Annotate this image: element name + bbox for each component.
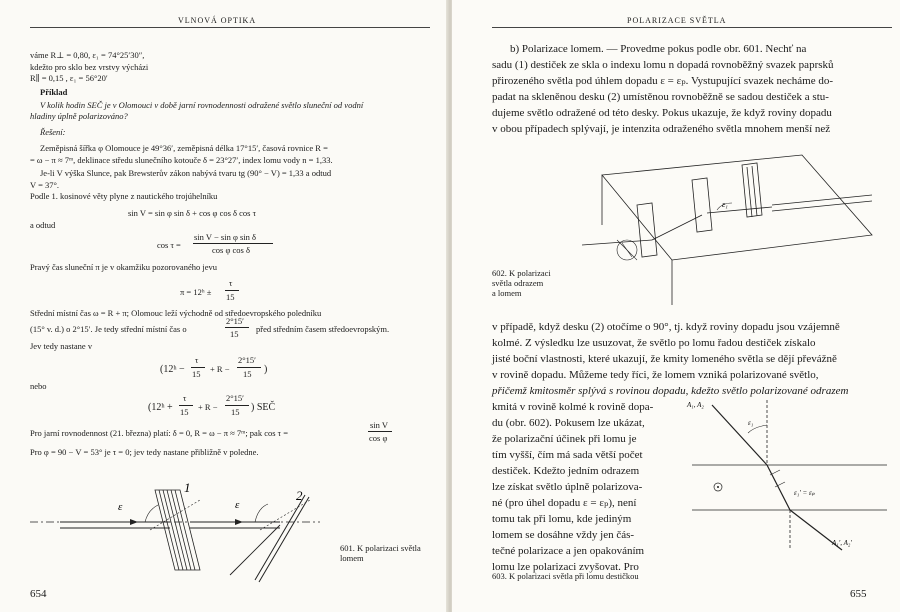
fig-label-a1a2-prime: A₁′, A₂′ — [832, 539, 852, 547]
text-line: přirozeného světla pod úhlem dopadu ε = εₚ. Vystupující svazek necháme do- — [492, 75, 833, 87]
fraction-num: τ — [183, 393, 187, 403]
text-line: v obou případech splývají, je intenzita odraženého světla mnohem menší než — [492, 123, 831, 135]
header-rule — [492, 27, 892, 28]
plate-stack-1 — [155, 490, 200, 570]
equation: ) SEČ — [251, 402, 276, 413]
running-head: VLNOVÁ OPTIKA — [178, 16, 257, 25]
text-line: v rovině dopadu. Můžeme tedy říci, že lomem vzniká polarizované světlo, — [492, 369, 819, 381]
text-line: a odtud — [30, 220, 56, 230]
fig-label-2: 2 — [296, 488, 303, 503]
figure-601 — [30, 470, 330, 585]
text-line: že polarizační účinek při lomu je — [492, 433, 637, 445]
fraction-den: 15 — [243, 369, 252, 379]
fraction-bar — [237, 367, 261, 368]
fraction-den: 15 — [226, 292, 235, 302]
fraction-bar — [225, 290, 239, 291]
page-number: 654 — [30, 588, 47, 600]
text-line: b) Polarizace lomem. — Provedme pokus podle obr. 601. Nechť na — [510, 43, 807, 55]
figure-602 — [542, 145, 882, 315]
text-line: tím vyšší, čím má sada větší počet — [492, 449, 643, 461]
fraction-num: 2°15′ — [226, 316, 245, 326]
refracted-ray — [767, 465, 790, 510]
fraction-bar — [368, 431, 392, 432]
page-number: 655 — [850, 588, 867, 600]
equation: sin V = sin φ sin δ + cos φ cos δ cos τ — [128, 208, 257, 218]
fraction-num: sin V − sin φ sin δ — [194, 232, 257, 242]
fraction-num: 2°15′ — [238, 355, 257, 365]
fraction-den: cos φ cos δ — [212, 245, 250, 255]
equation: + R − — [198, 402, 218, 412]
equation: ) — [264, 364, 268, 375]
ray-in-1 — [772, 195, 872, 205]
equation: + R − — [210, 364, 230, 374]
text-line: padat na skleněnou desku (2) umístěnou rovnoběžně se sadou destiček a stu- — [492, 91, 829, 103]
text-line: kdežto pro sklo bez vrstvy výcházi — [30, 62, 149, 72]
glass-plate — [692, 178, 712, 232]
text-line: lomu lze polarizaci zvyšovat. Pro — [492, 561, 639, 573]
running-head: POLARIZACE SVĚTLA — [627, 16, 727, 25]
text-line: v případě, když desku (2) otočíme o 90°, tj. když roviny dopadu jsou vzájemně — [492, 321, 840, 333]
text-line: Podle 1. kosinové věty plyne z nautického trojúhelníku — [30, 191, 218, 201]
text-line: Pro jarní rovnodennost (21. března) platí: δ = 0, R = ω − π ≈ 7ᵐ; pak cos τ = — [30, 428, 288, 438]
fraction-den: 15 — [180, 407, 189, 417]
solution-heading: Řešení: — [40, 127, 66, 137]
text-line: jisté boční vlastnosti, které ukazují, že kmity lomeného světla se dějí převážně — [492, 353, 837, 365]
header-rule — [30, 27, 430, 28]
text-line: Pro φ = 90 − V = 53° je τ = 0; jev tedy nastane přibližně v poledne. — [30, 447, 259, 457]
text-line: lomem se dosáhne vždy jen čás- — [492, 529, 635, 541]
fraction-den: 15 — [230, 329, 239, 339]
fraction-num: τ — [195, 355, 199, 365]
fig-label-epsilon-1: ε — [118, 501, 123, 513]
fig-label-epsilon-2: ε — [235, 499, 240, 511]
equation: π = 12ʰ ± — [180, 287, 212, 297]
text-line: V = 37°. — [30, 180, 60, 190]
figure-caption: 603. K polarizaci světla při lomu destičkou — [492, 571, 639, 581]
ray-in-2 — [772, 201, 872, 211]
figure-caption: 601. K polarizaci světla lomem — [340, 543, 421, 563]
fraction-num: τ — [229, 278, 233, 288]
text-line: du (obr. 602). Pokusem lze ukázat, — [492, 417, 645, 429]
glass-plate-2 — [255, 495, 309, 582]
fig-label-epsilon-p: ε₁′ = εₚ — [794, 489, 815, 497]
text-line: = ω − π ≈ 7ᵐ, deklinace středu slunečního kotouče δ = 23°27′, index lomu vody n = 1,33. — [30, 155, 333, 165]
text-line: Pravý čas sluneční π je v okamžiku pozorovaného jevu — [30, 262, 217, 272]
text-line: kolmé. Z výsledku lze usuzovat, že světlo po lomu řadou destiček získalo — [492, 337, 816, 349]
fraction-den: 15 — [192, 369, 201, 379]
ground-plane — [602, 155, 872, 260]
text-line: Zeměpisná šířka φ Olomouce je 49°36′, zeměpisná délka 17°15′, časová rovnice R = — [40, 143, 328, 153]
example-heading: Příklad — [40, 87, 68, 97]
text-line: přičemž kmitosměr splývá s rovinou dopadu, kdežto světlo polarizované odrazem — [492, 385, 849, 397]
fig-label-epsilon: ε₁ — [748, 419, 754, 427]
text-line: destiček. Kdežto jedním odrazem — [492, 465, 640, 477]
figure-caption-line: 602. K polarizaci — [492, 268, 551, 278]
text-line: (15° v. d.) o 2°15′. Je tedy střední místní čas o — [30, 324, 187, 334]
ray-reflect — [652, 215, 702, 240]
text-line: V kolik hodin SEČ je v Olomouci v době jarní rovnodennosti odražené světlo sluneční od vodní — [40, 100, 364, 110]
fig-label-a1a2: A₁, A₂ — [687, 401, 704, 409]
text-line: před středním časem středoevropským. — [256, 324, 390, 334]
text-line: lze získat světlo úplně polarizova- — [492, 481, 643, 493]
text-line: Je-li V výška Slunce, pak Brewsterův zákon nabývá tvaru tg (90° − V) = 1,33 a odtud — [40, 168, 332, 178]
fraction-bar — [179, 405, 193, 406]
incident-ray — [712, 405, 767, 465]
text-line: nebo — [30, 381, 47, 391]
fraction-bar — [191, 367, 205, 368]
fraction-num: sin V — [370, 420, 389, 430]
ray-mid — [707, 207, 772, 213]
text-line: R∥ = 0,15 , ε₁ = 56°20′ — [30, 73, 108, 83]
figure-caption-line: světla odrazem — [492, 278, 544, 288]
fig-label-1: 1 — [184, 480, 191, 495]
fraction-den: cos φ — [369, 433, 388, 443]
equation: cos τ = — [157, 240, 181, 250]
left-page — [0, 0, 448, 612]
fraction-bar — [225, 405, 249, 406]
right-page — [452, 0, 900, 612]
figure-603 — [682, 395, 892, 555]
text-line: Střední místní čas ω = R + π; Olomouc leží východně od středoevropského poledníku — [30, 308, 322, 318]
fraction-bar — [193, 243, 273, 244]
text-line: váme R⊥ = 0,80, ε₁ = 74°25′30″, — [30, 50, 145, 60]
text-line: tomu tak při lomu, kde jediným — [492, 513, 632, 525]
text-line: tečné polarizace a jen opakováním — [492, 545, 645, 557]
equation: (12ʰ + — [148, 402, 173, 413]
text-line: dujeme světlo odražené od této desky. Pokus ukazuje, že když roviny dopadu — [492, 107, 832, 119]
equation: (12ʰ − — [160, 364, 185, 375]
fraction-den: 15 — [231, 407, 240, 417]
text-line: né (pro úhel dopadu ε = εₚ), není — [492, 497, 637, 509]
text-line: Jev tedy nastane v — [30, 341, 93, 351]
figure-caption-line: a lomem — [492, 288, 522, 298]
fraction-num: 2°15′ — [226, 393, 245, 403]
text-line: kmitá v rovině kolmé k rovině dopa- — [492, 401, 654, 413]
text-line: hladiny úplně polarizováno? — [30, 111, 128, 121]
fig-label-epsilon: ε₁ — [722, 200, 728, 209]
fraction-bar — [225, 327, 249, 328]
text-line: sadu (1) destiček ze skla o indexu lomu n dopadá rovnoběžný svazek paprsků — [492, 59, 834, 71]
